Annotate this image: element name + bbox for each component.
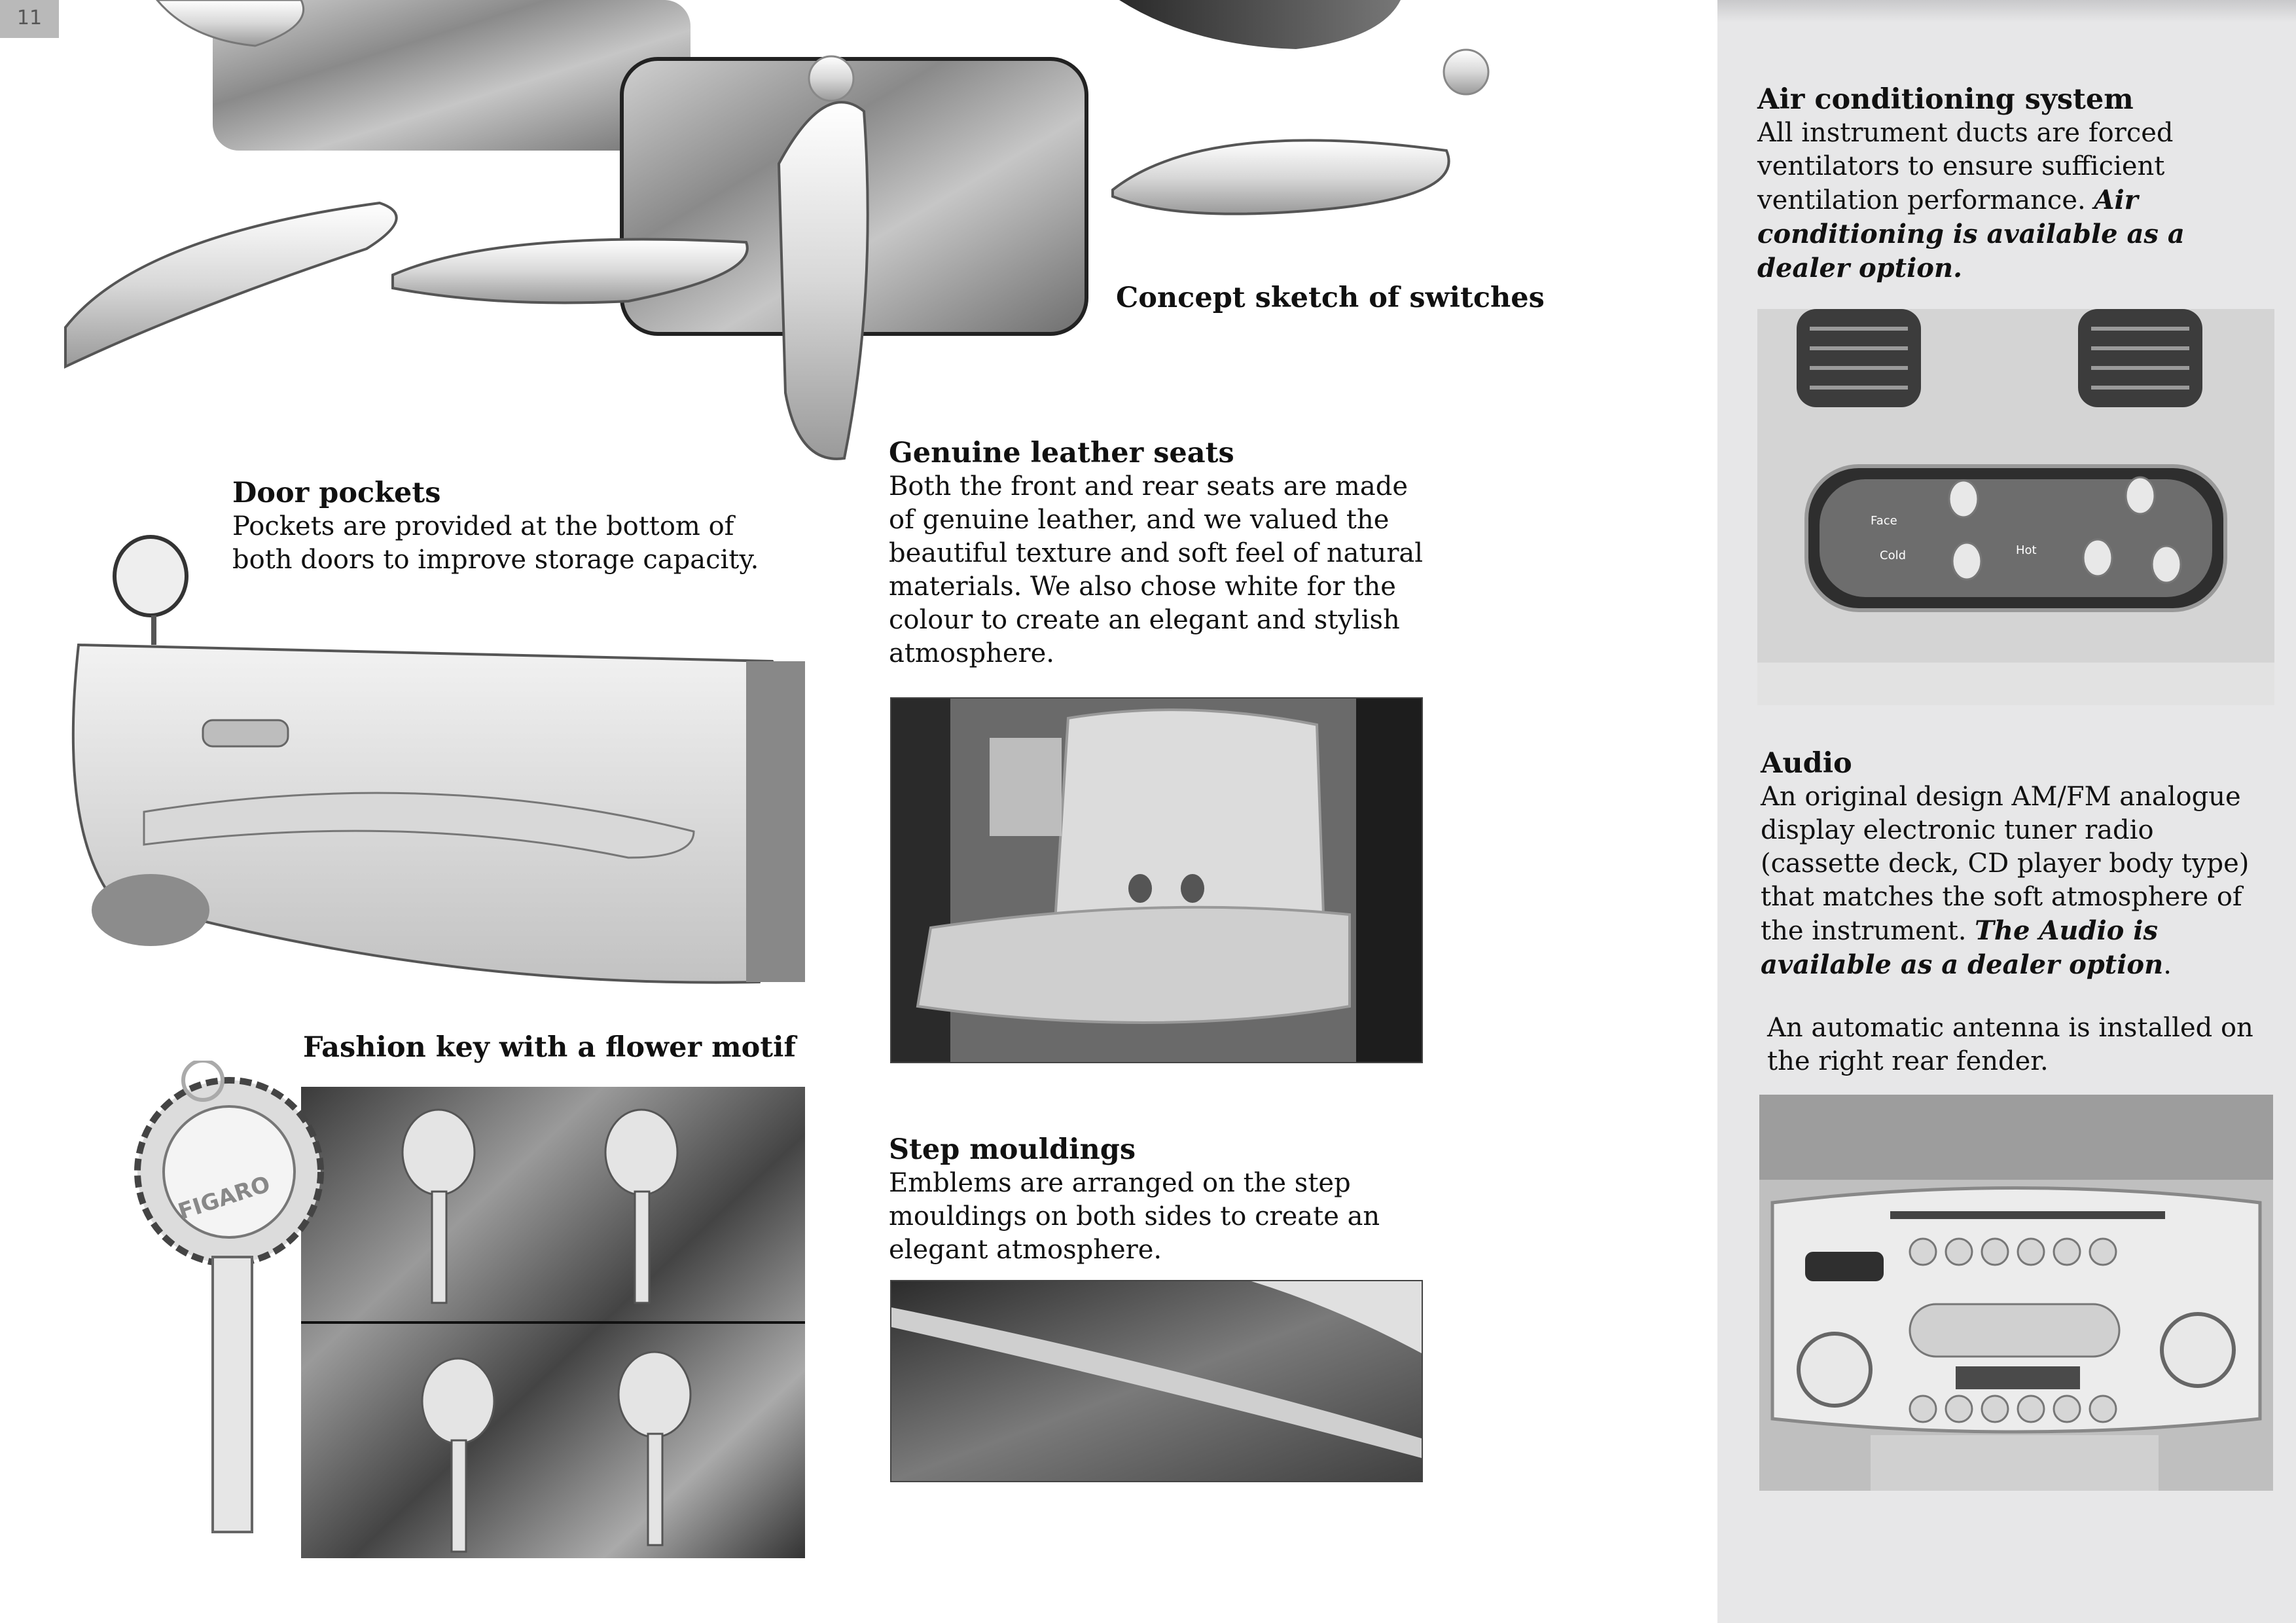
- ac-label-face: Face: [1871, 514, 1897, 528]
- audio-option: The Audio is available as a dealer option: [1761, 915, 2164, 980]
- leather-seats-heading: Genuine leather seats: [889, 437, 1234, 469]
- audio-heading: Audio: [1761, 747, 1852, 780]
- step-mouldings-heading: Step mouldings: [889, 1133, 1136, 1166]
- fashion-key-photo: [131, 1061, 812, 1565]
- page-number: 11: [0, 0, 59, 38]
- leather-seats-photo: [890, 697, 1423, 1063]
- audio-photo: [1759, 1095, 2273, 1491]
- audio-option-end: .: [2163, 950, 2172, 980]
- sidebar-top-shade: [1717, 0, 2296, 22]
- door-pockets-text: Pockets are provided at the bottom of both doors to improve storage capacity.: [232, 511, 759, 575]
- ac-label-hot: Hot: [2016, 543, 2037, 557]
- air-conditioning-heading: Air conditioning system: [1757, 83, 2134, 116]
- door-pockets-heading: Door pockets: [232, 477, 441, 509]
- fashion-key-caption: Fashion key with a flower motif: [303, 1031, 796, 1064]
- step-mouldings-photo: [890, 1280, 1423, 1482]
- key-label: FIGARO: [175, 1171, 274, 1226]
- concept-sketch-illustration: [39, 0, 1492, 471]
- air-conditioning-option: Air conditioning is available as a dealer option.: [1757, 185, 2185, 283]
- air-conditioning-body: All instrument ducts are forced ventilators to ensure sufficient ventilation performance.: [1757, 118, 2174, 215]
- concept-sketch-caption: Concept sketch of switches: [1116, 282, 1545, 314]
- leather-seats-text: Both the front and rear seats are made of genuine leather, and we valued the beautiful texture and soft feel of natural materials. We also chose white for the colour to create an elegant and stylish atmosphere.: [889, 471, 1424, 668]
- antenna-text: An automatic antenna is installed on the right rear fender.: [1767, 1013, 2253, 1076]
- ac-label-cold: Cold: [1880, 549, 1907, 562]
- step-mouldings-text: Emblems are arranged on the step mouldings on both sides to create an elegant atmosphere.: [889, 1168, 1380, 1265]
- audio-text: [1761, 780, 2271, 982]
- door-panel-photo: [39, 530, 825, 989]
- air-conditioning-text: [1757, 117, 2242, 285]
- audio-body: An original design AM/FM analogue display electronic tuner radio (cassette deck, CD player body type) that matches the soft atmosphere of the instrument.: [1761, 782, 2250, 946]
- air-conditioning-photo: [1757, 309, 2274, 705]
